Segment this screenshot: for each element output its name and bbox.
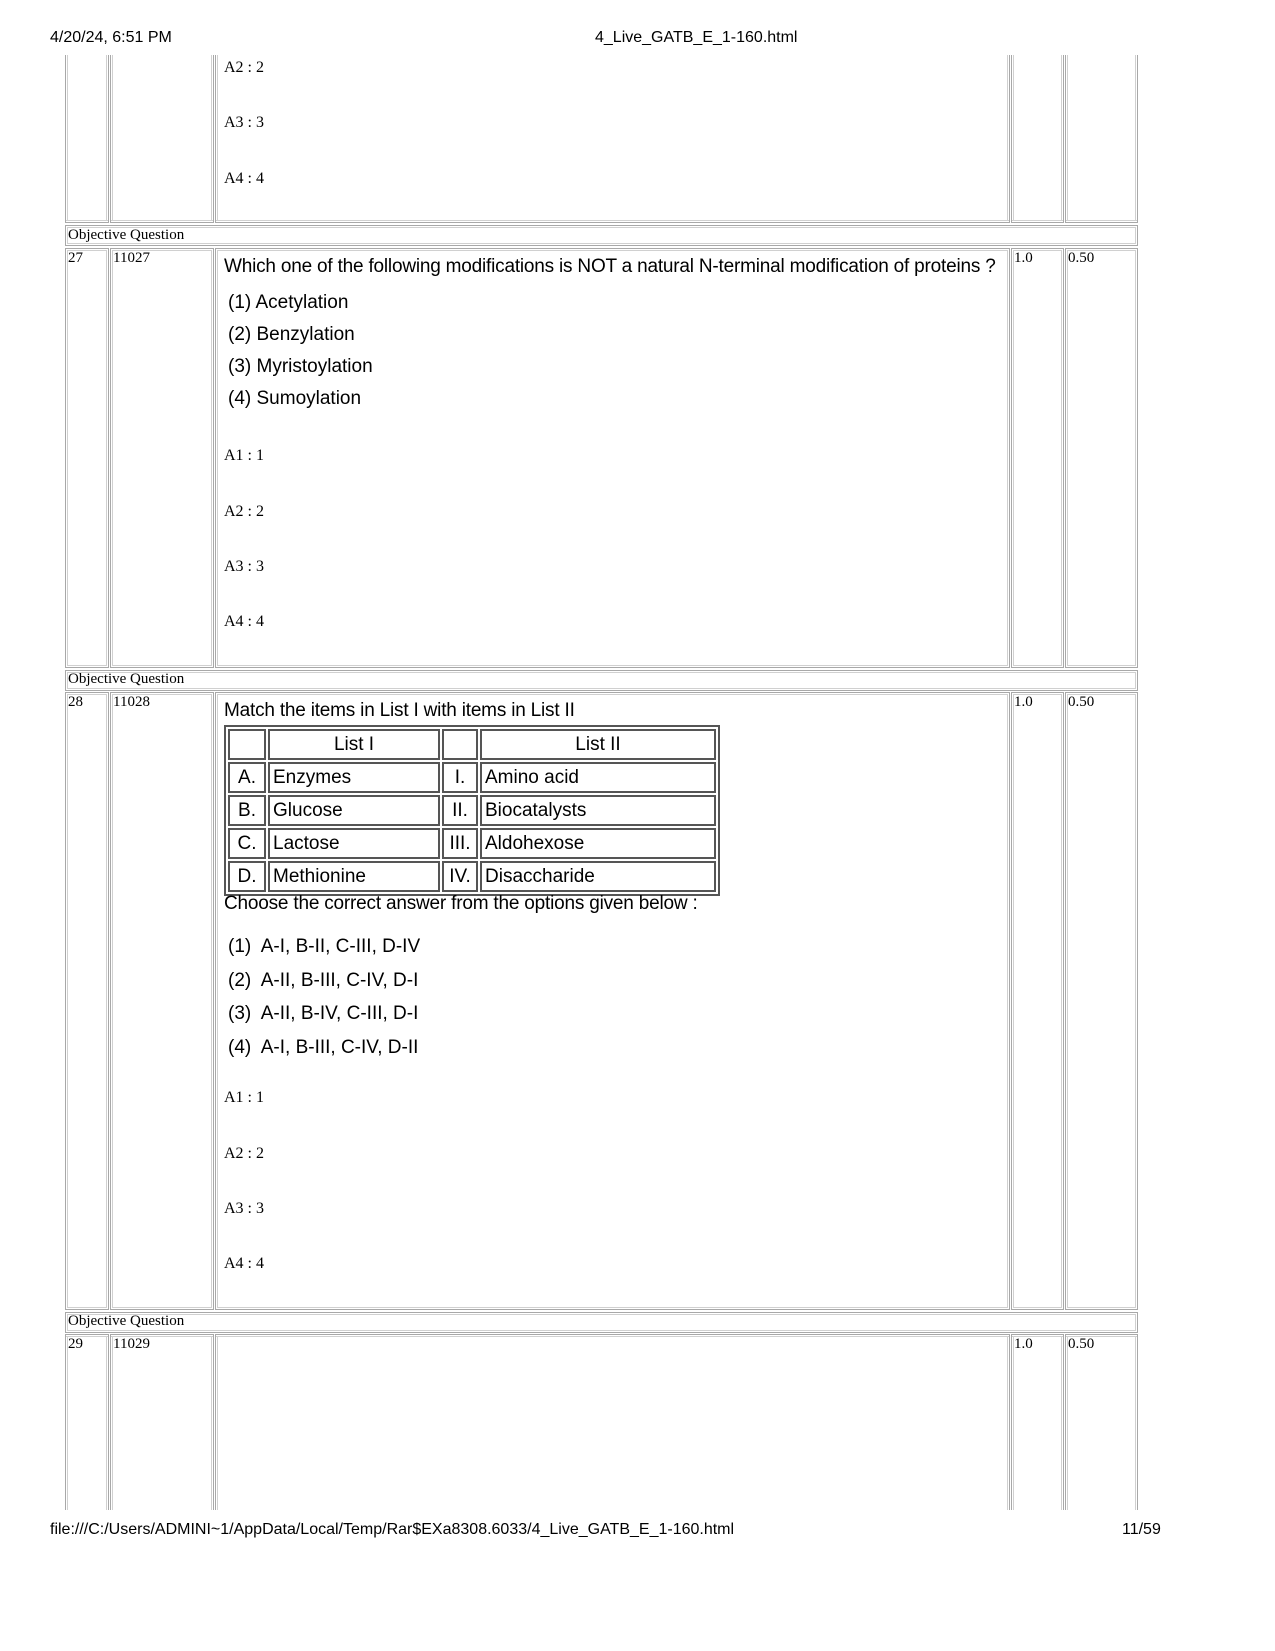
table-row <box>228 861 716 892</box>
print-file-path: file:///C:/Users/ADMINI~1/AppData/Local/Temp/Rar$EXa8308.6033/4_Live_GATB_E_1-160.html <box>50 1521 735 1538</box>
q29-negative: 0.50 <box>1068 1336 1095 1352</box>
q28-answer-1: A1 : 1 <box>224 1089 264 1106</box>
list1-letter: A. <box>228 762 266 793</box>
table-row <box>228 762 716 793</box>
prev-marks-cell <box>1011 55 1064 223</box>
prev-id-cell <box>110 55 214 223</box>
q28-answer-3: A3 : 3 <box>224 1200 264 1217</box>
list2-item: Amino acid <box>480 762 716 793</box>
section-label-28: Objective Question <box>68 671 185 687</box>
q29-id-cell <box>110 1334 214 1510</box>
q27-marks: 1.0 <box>1014 250 1033 266</box>
list1-letter: D. <box>228 861 266 892</box>
q28-serial-cell <box>65 692 109 1310</box>
table-row <box>228 795 716 826</box>
q27-negative-cell <box>1065 248 1138 668</box>
header-blank-1 <box>228 729 266 760</box>
q29-negative-cell <box>1065 1334 1138 1510</box>
q27-answer-2: A2 : 2 <box>224 503 264 520</box>
q29-serial-cell <box>65 1334 109 1510</box>
q28-id: 11028 <box>113 694 150 710</box>
q27-question-text: Which one of the following modifications is NOT a natural N-terminal modification of proteins ? <box>224 256 996 277</box>
q28-option-1: (1) A-I, B-II, C-III, D-IV <box>228 936 421 957</box>
q29-marks-cell <box>1011 1334 1064 1510</box>
list1-item: Methionine <box>268 861 440 892</box>
q27-id-cell <box>110 248 214 668</box>
q28-marks-cell <box>1011 692 1064 1310</box>
q29-serial: 29 <box>68 1336 83 1352</box>
q27-marks-cell <box>1011 248 1064 668</box>
q28-negative-cell <box>1065 692 1138 1310</box>
print-page-number: 11/59 <box>1122 1521 1161 1538</box>
prev-answer-3: A3 : 3 <box>224 114 264 131</box>
prev-serial-cell <box>65 55 109 223</box>
prev-negative-cell <box>1065 55 1138 223</box>
header-list-2: List II <box>480 729 716 760</box>
section-label-row-28 <box>65 670 1138 691</box>
q27-option-2: (2) Benzylation <box>228 324 355 345</box>
q27-serial: 27 <box>68 250 83 266</box>
q28-question-text: Match the items in List I with items in List II <box>224 700 575 721</box>
q27-option-4: (4) Sumoylation <box>228 388 362 409</box>
list1-item: Glucose <box>268 795 440 826</box>
table-row <box>228 828 716 859</box>
list1-letter: C. <box>228 828 266 859</box>
q28-negative: 0.50 <box>1068 694 1095 710</box>
list2-numeral: I. <box>442 762 478 793</box>
section-label-27: Objective Question <box>68 227 185 243</box>
section-label-row-29 <box>65 1312 1138 1333</box>
q27-answer-4: A4 : 4 <box>224 613 264 630</box>
q28-option-3: (3) A-II, B-IV, C-III, D-I <box>228 1003 419 1024</box>
q27-negative: 0.50 <box>1068 250 1095 266</box>
q27-id: 11027 <box>113 250 150 266</box>
q28-serial: 28 <box>68 694 83 710</box>
header-blank-2 <box>442 729 478 760</box>
list2-numeral: IV. <box>442 861 478 892</box>
prev-answer-2: A2 : 2 <box>224 59 264 76</box>
list2-item: Disaccharide <box>480 861 716 892</box>
q28-answer-2: A2 : 2 <box>224 1145 264 1162</box>
q27-option-1: (1) Acetylation <box>228 292 349 313</box>
list1-item: Enzymes <box>268 762 440 793</box>
q28-answer-4: A4 : 4 <box>224 1255 264 1272</box>
q28-option-2: (2) A-II, B-III, C-IV, D-I <box>228 970 419 991</box>
header-list-1: List I <box>268 729 440 760</box>
q28-instruction: Choose the correct answer from the options given below : <box>224 893 698 914</box>
prev-answer-4: A4 : 4 <box>224 170 264 187</box>
print-datetime: 4/20/24, 6:51 PM <box>50 29 172 46</box>
list2-item: Biocatalysts <box>480 795 716 826</box>
list2-item: Aldohexose <box>480 828 716 859</box>
match-table-header <box>228 729 716 760</box>
match-table <box>224 725 720 896</box>
q28-id-cell <box>110 692 214 1310</box>
section-label-row-27 <box>65 225 1138 246</box>
q28-marks: 1.0 <box>1014 694 1033 710</box>
section-label-29: Objective Question <box>68 1313 185 1329</box>
list1-item: Lactose <box>268 828 440 859</box>
list1-letter: B. <box>228 795 266 826</box>
print-title: 4_Live_GATB_E_1-160.html <box>595 29 798 46</box>
q29-content-cell <box>215 1334 1010 1510</box>
q27-serial-cell <box>65 248 109 668</box>
q29-id: 11029 <box>113 1336 150 1352</box>
q27-answer-1: A1 : 1 <box>224 447 264 464</box>
q29-marks: 1.0 <box>1014 1336 1033 1352</box>
q27-answer-3: A3 : 3 <box>224 558 264 575</box>
prev-content-cell <box>215 55 1010 223</box>
list2-numeral: II. <box>442 795 478 826</box>
q28-option-4: (4) A-I, B-III, C-IV, D-II <box>228 1037 419 1058</box>
list2-numeral: III. <box>442 828 478 859</box>
q27-option-3: (3) Myristoylation <box>228 356 373 377</box>
